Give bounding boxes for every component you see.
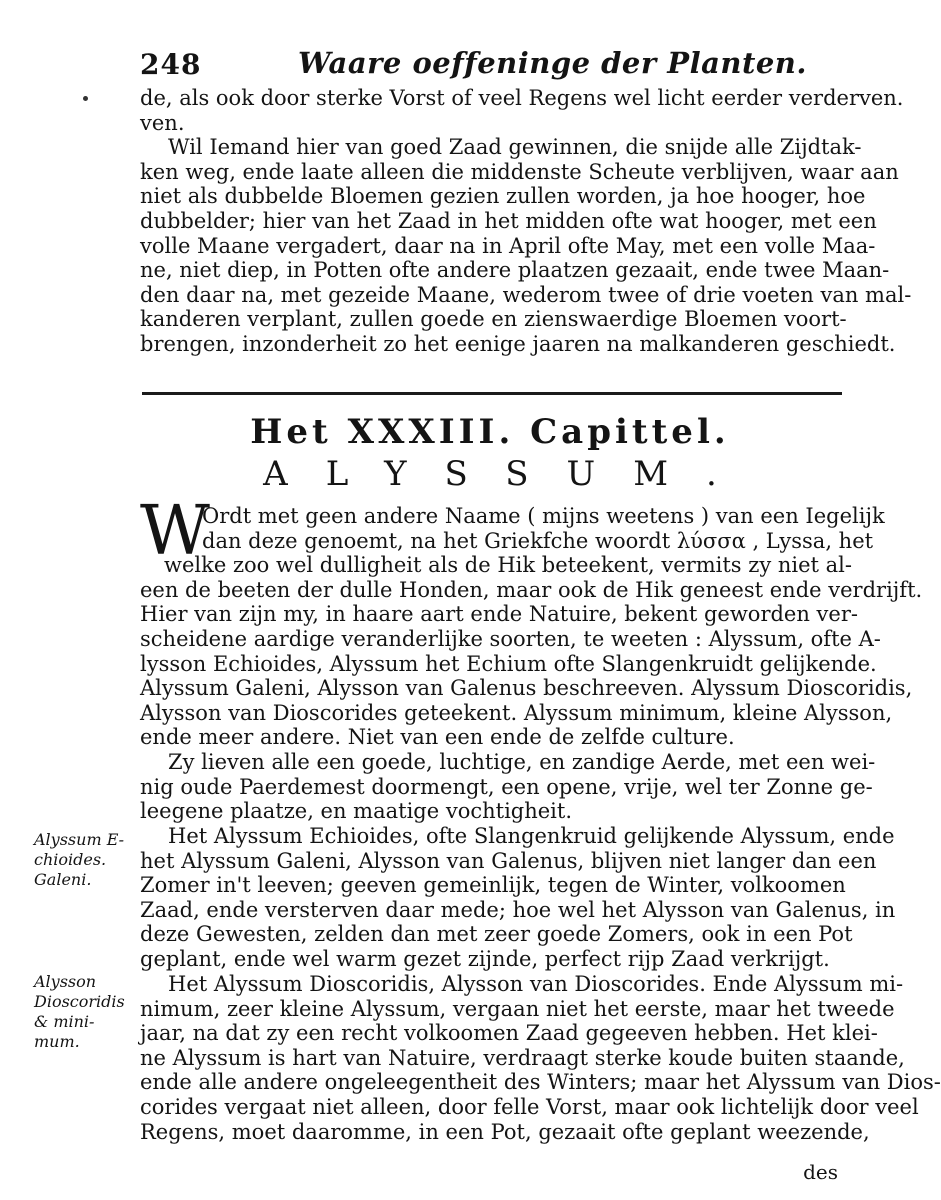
text-line: Zomer in't leeven; geeven gemeinlijk, tegen de Winter, volkoomen [140,873,846,898]
text-line: geplant, ende wel warm gezet zijnde, perfect rijp Zaad verkrijgt. [140,946,830,971]
text-line: ken weg, ende laate alleen die middenste Scheute verblijven, waar aan [140,159,899,184]
chapter-title: ALYSSUM. [263,454,755,494]
text-line: den daar na, met gezeide Maane, wederom twee of drie voeten van mal- [140,282,912,307]
paragraph-soil [140,750,876,824]
text-line: welke zoo wel dulligheit als de Hik beteekent, vermits zy niet al- [164,553,852,578]
text-line: lysson Echioides, Alyssum het Echium ofte Slangenkruidt gelijkende. [140,651,877,676]
text-line: scheidene aardige veranderlijke soorten, te weeten : Alyssum, ofte A- [140,626,881,651]
text-line: deze Gewesten, zelden dan met zeer goede Zomers, ook in een Pot [140,922,853,947]
text-line: ven. [140,110,185,135]
continuation-paragraph [140,86,912,357]
ink-speck [83,96,88,101]
text-line: ende alle andere ongeleegentheit des Winters; maar het Alyssum van Dios- [140,1070,941,1095]
text-line: leegene plaatze, en maatige vochtigheit. [140,799,573,824]
text-line: nig oude Paerdemest doormengt, een opene, vrije, wel ter Zonne ge- [140,774,873,799]
text-line: het Alyssum Galeni, Alysson van Galenus, blijven niet langer dan een [140,848,877,873]
paragraph-dioscoridis [140,972,941,1144]
text-line: nimum, zeer kleine Alyssum, vergaan niet het eerste, maar het tweede [140,996,895,1021]
text-line: brengen, inzonderheit zo het eenige jaaren na malkanderen geschiedt. [140,331,896,356]
drop-cap: W [140,492,210,571]
page-header [140,40,840,86]
margin-note-line: Galeni. [34,870,92,889]
chapter-heading: Het XXXIII. Capittel. [250,412,730,452]
text-line: ne Alyssum is hart van Natuire, verdraagt sterke koude buiten staande, [140,1045,905,1070]
text-line: dubbelder; hier van het Zaad in het midden ofte wat hooger, met een [140,208,877,233]
text-line: Het Alyssum Dioscoridis, Alysson van Dioscorides. Ende Alyssum mi- [168,972,904,996]
margin-note-line: Alyssum E- [34,830,125,849]
running-title: Waare oeffeninge der Planten. [298,46,807,80]
text-line: de, als ook door sterke Vorst of veel Regens wel licht eerder verderven. [140,86,904,110]
text-line: een de beeten der dulle Honden, maar ook de Hik geneest ende verdrijft. [140,577,923,602]
margin-note-line: & mini- [34,1012,95,1031]
margin-note-line: Dioscoridis [34,992,125,1011]
text-line: Regens, moet daaromme, in een Pot, gezaait ofte geplant weezende, [140,1119,870,1144]
text-line: volle Maane vergadert, daar na in April ofte May, met een volle Maa- [140,233,876,258]
margin-note-dioscoridis [34,972,134,1052]
text-line: jaar, na dat zy een recht volkoomen Zaad gegeeven hebben. Het klei- [140,1021,878,1046]
text-line: Hier van zijn my, in haare aart ende Natuire, bekent geworden ver- [140,602,858,627]
text-line: Alyssum Galeni, Alysson van Galenus beschreeven. Alyssum Dioscoridis, [140,676,913,701]
margin-note-line: mum. [34,1032,80,1051]
text-line: ende meer andere. Niet van een ende de zelfde culture. [140,725,735,750]
page-number: 248 [140,48,202,81]
paragraph-echioides [140,824,896,972]
text-line: corides vergaat niet alleen, door felle Vorst, maar ook lichtelijk door veel [140,1094,919,1119]
text-line: niet als dubbelde Bloemen gezien zullen worden, ja hoe hooger, hoe [140,184,866,209]
text-line: dan deze genoemt, na het Griekfche woordt λύσσα , Lyssa, het [202,528,874,553]
text-line: Ordt met geen andere Naame ( mijns weetens ) van een Iegelijk [202,504,885,528]
catchword: des [803,1160,838,1184]
margin-note-echioides [34,830,134,890]
text-line: ne, niet diep, in Potten ofte andere plaatzen gezaait, ende twee Maan- [140,258,890,283]
paragraph-intro [140,504,923,750]
text-line: Wil Iemand hier van goed Zaad gewinnen, die snijde alle Zijdtak- [168,135,862,160]
text-line: Zy lieven alle een goede, luchtige, en zandige Aerde, met een wei- [168,750,876,774]
margin-note-line: Alysson [34,972,97,991]
text-line: Zaad, ende versterven daar mede; hoe wel het Alysson van Galenus, in [140,897,896,922]
section-divider [142,392,842,395]
text-line: Alysson van Dioscorides geteekent. Alyssum minimum, kleine Alysson, [140,700,893,725]
margin-note-line: chioides. [34,850,107,869]
text-line: Het Alyssum Echioides, ofte Slangenkruid gelijkende Alyssum, ende [168,824,895,848]
text-line: kanderen verplant, zullen goede en zienswaerdige Bloemen voort- [140,307,847,332]
